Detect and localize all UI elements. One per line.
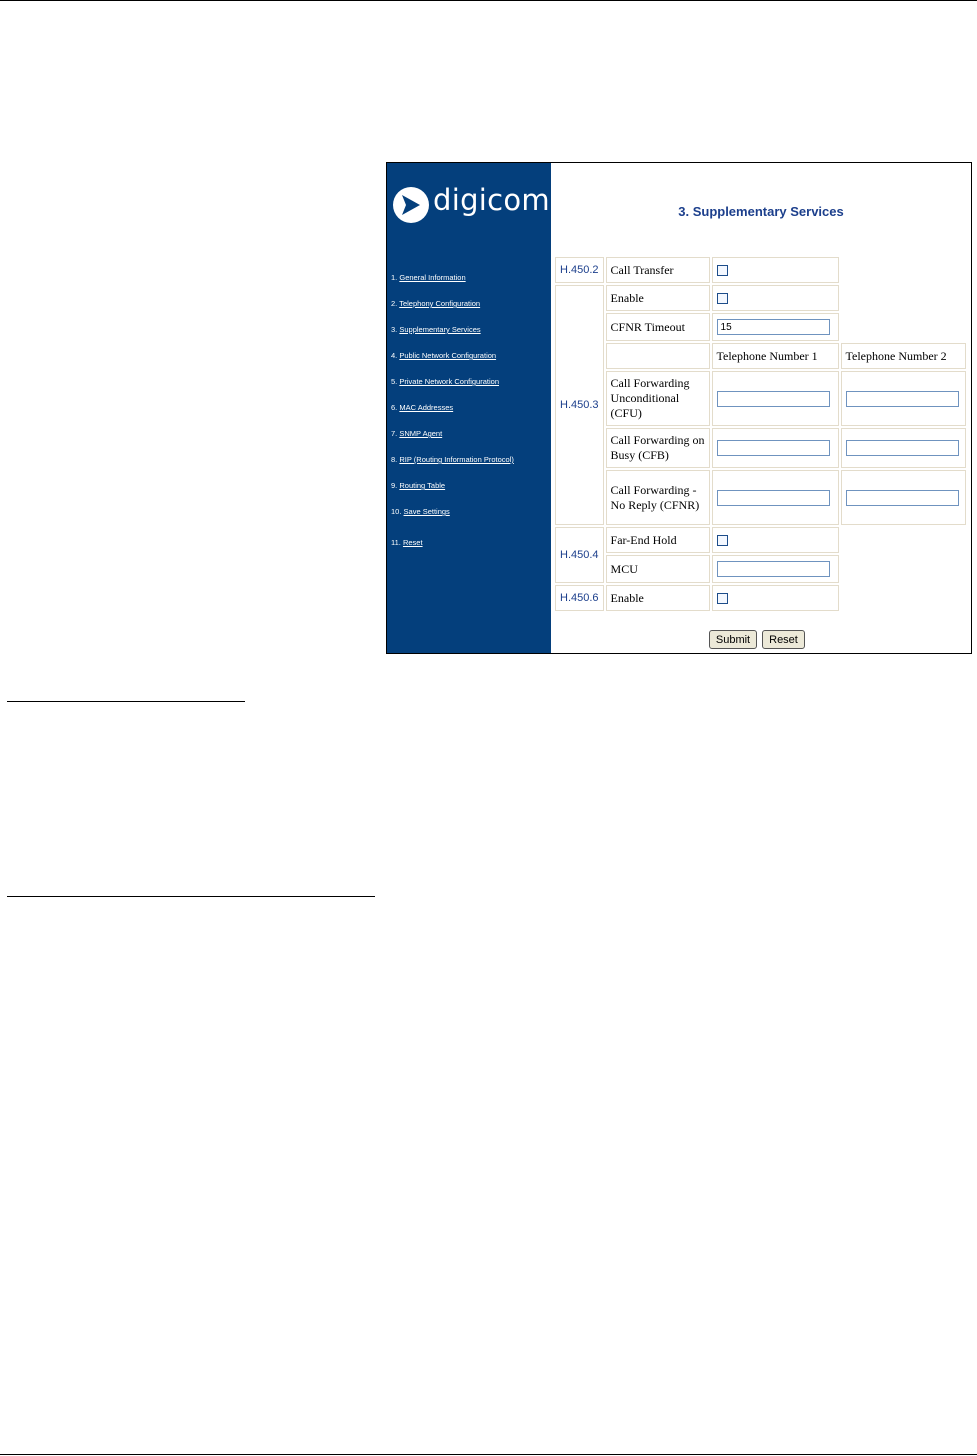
sidebar-item-telephony-configuration: [391, 299, 480, 308]
logo-text: digicom: [433, 183, 550, 217]
table-row: [555, 285, 966, 311]
sidebar-item-save-settings: [391, 507, 450, 516]
sidebar-item-rip: [391, 455, 514, 464]
cfnr-timeout-input[interactable]: [717, 319, 830, 335]
cfnr-label: Call Forwarding - No Reply (CFNR): [606, 470, 710, 525]
nav-link-mac-addresses[interactable]: MAC Addresses: [399, 403, 454, 412]
standard-label-h4504: H.450.4: [555, 527, 604, 583]
submit-button[interactable]: Submit: [709, 630, 757, 649]
digicom-logo-icon: [391, 185, 431, 225]
mcu-label: MCU: [606, 555, 710, 583]
table-row: [555, 371, 966, 426]
table-row: [555, 585, 966, 611]
table-row: [555, 343, 966, 369]
nav-link-reset[interactable]: Reset: [402, 538, 423, 547]
cfu-tel2-input[interactable]: [846, 391, 959, 407]
table-row: [555, 313, 966, 341]
nav-link-snmp-agent[interactable]: SNMP Agent: [399, 429, 443, 438]
table-row: [555, 555, 966, 583]
nav-number: 6.: [391, 403, 398, 412]
table-row: [555, 527, 966, 553]
sidebar-item-supplementary-services: [391, 325, 481, 334]
nav-link-routing-table[interactable]: Routing Table: [399, 481, 446, 490]
nav-link-telephony-configuration[interactable]: Telephony Configuration: [399, 299, 481, 308]
mcu-cell: [712, 555, 839, 583]
nav-link-rip[interactable]: RIP (Routing Information Protocol): [399, 455, 514, 464]
h4506-enable-cell: [712, 585, 839, 611]
call-transfer-cell: [712, 257, 839, 283]
cfb-tel1-input[interactable]: [717, 440, 830, 456]
sidebar-item-general-information: [391, 273, 466, 282]
page-title: 3. Supplementary Services: [678, 204, 844, 219]
tel2-column-header: Telephone Number 2: [841, 343, 966, 369]
nav-number: 11.: [391, 538, 401, 547]
nav-link-private-network-configuration[interactable]: Private Network Configuration: [399, 377, 499, 386]
table-row: [555, 428, 966, 468]
nav-number: 9.: [391, 481, 398, 490]
far-end-hold-checkbox[interactable]: [717, 535, 728, 546]
nav-number: 3.: [391, 325, 398, 334]
nav-number: 5.: [391, 377, 398, 386]
sidebar-item-public-network-configuration: [391, 351, 496, 360]
sidebar-item-snmp-agent: [391, 429, 442, 438]
mcu-input[interactable]: [717, 561, 830, 577]
cf-enable-checkbox[interactable]: [717, 293, 728, 304]
standard-label-h4502: H.450.2: [555, 257, 604, 283]
sidebar-item-private-network-configuration: [391, 377, 499, 386]
standard-label-h4503: H.450.3: [555, 285, 604, 525]
page-bottom-rule: [0, 1454, 977, 1455]
cfu-label: Call Forwarding Unconditional (CFU): [606, 371, 710, 426]
cfnr-tel2-cell: [841, 470, 966, 525]
reset-button[interactable]: Reset: [762, 630, 805, 649]
services-table: [553, 255, 968, 613]
empty-cell: [841, 527, 966, 553]
h4506-enable-label: Enable: [606, 585, 710, 611]
cfnr-tel1-cell: [712, 470, 839, 525]
nav-link-general-information[interactable]: General Information: [399, 273, 466, 282]
sidebar: [387, 163, 551, 653]
cfnr-timeout-label: CFNR Timeout: [606, 313, 710, 341]
nav-number: 1.: [391, 273, 398, 282]
nav-number: 10.: [391, 507, 402, 516]
far-end-hold-cell: [712, 527, 839, 553]
empty-cell: [841, 257, 966, 283]
header-blank-cell: [606, 343, 710, 369]
cfb-tel2-cell: [841, 428, 966, 468]
cfu-tel1-input[interactable]: [717, 391, 830, 407]
sidebar-item-reset: [391, 538, 423, 547]
cfnr-tel2-input[interactable]: [846, 490, 959, 506]
cfb-tel1-cell: [712, 428, 839, 468]
nav-link-supplementary-services[interactable]: Supplementary Services: [399, 325, 481, 334]
nav-number: 4.: [391, 351, 398, 360]
cfu-tel1-cell: [712, 371, 839, 426]
sidebar-item-mac-addresses: [391, 403, 453, 412]
empty-cell: [841, 313, 966, 341]
cfb-tel2-input[interactable]: [846, 440, 959, 456]
table-row: [555, 257, 966, 283]
nav-number: 7.: [391, 429, 398, 438]
cfnr-timeout-cell: [712, 313, 839, 341]
sidebar-item-routing-table: [391, 481, 445, 490]
empty-cell: [841, 555, 966, 583]
standard-label-h4506: H.450.6: [555, 585, 604, 611]
cf-enable-label: Enable: [606, 285, 710, 311]
call-transfer-checkbox[interactable]: [717, 265, 728, 276]
empty-cell: [841, 285, 966, 311]
cf-enable-cell: [712, 285, 839, 311]
page-top-rule: [0, 0, 977, 1]
tel1-column-header: Telephone Number 1: [712, 343, 839, 369]
heading-underline-2: [7, 896, 375, 897]
cfu-tel2-cell: [841, 371, 966, 426]
call-transfer-label: Call Transfer: [606, 257, 710, 283]
far-end-hold-label: Far-End Hold: [606, 527, 710, 553]
app-screenshot: [386, 162, 972, 654]
heading-underline-1: [7, 701, 245, 702]
cfnr-tel1-input[interactable]: [717, 490, 830, 506]
nav-link-public-network-configuration[interactable]: Public Network Configuration: [399, 351, 497, 360]
empty-cell: [841, 585, 966, 611]
table-row: [555, 470, 966, 525]
nav-number: 8.: [391, 455, 398, 464]
nav-link-save-settings[interactable]: Save Settings: [403, 507, 450, 516]
h4506-enable-checkbox[interactable]: [717, 593, 728, 604]
cfb-label: Call Forwarding on Busy (CFB): [606, 428, 710, 468]
nav-number: 2.: [391, 299, 398, 308]
